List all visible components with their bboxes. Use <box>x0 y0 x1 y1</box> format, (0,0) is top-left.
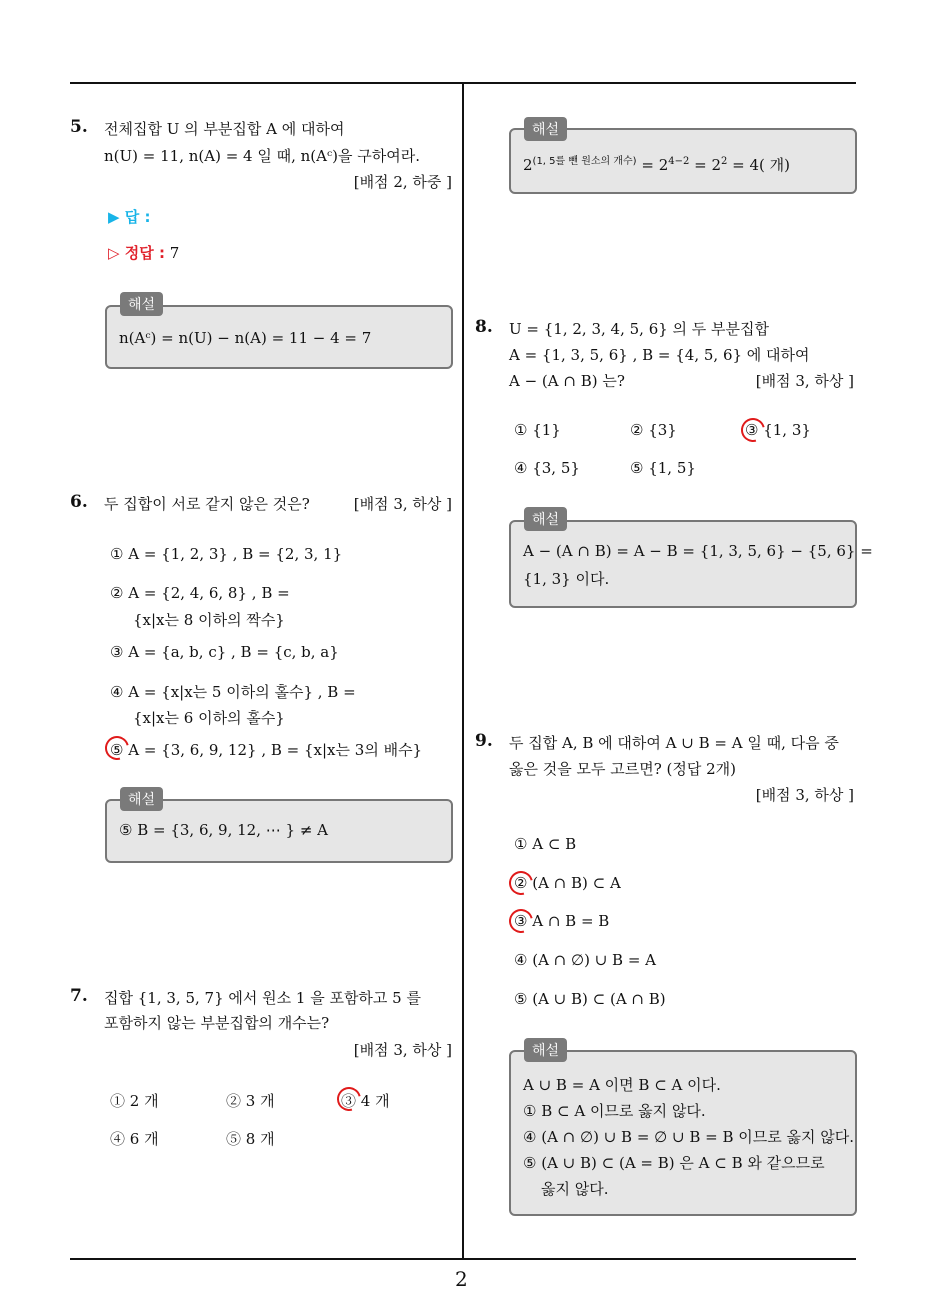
q9-explanation-line4: ⑤ (A ∪ B) ⊂ (A = B) 은 A ⊂ B 와 같으므로 <box>523 1154 825 1172</box>
q8-explanation-tag: 해설 <box>524 507 567 531</box>
q8-answer-mark <box>737 414 770 447</box>
q9-option-1[interactable]: ① A ⊂ B <box>514 835 577 853</box>
q9-explanation-box <box>509 1050 857 1216</box>
q9-option-2[interactable]: ② (A ∩ B) ⊂ A <box>514 874 621 892</box>
q5-number: 5. <box>70 117 88 137</box>
q6-option-5[interactable]: ⑤ A = {3, 6, 9, 12} , B = {x|x는 3의 배수} <box>110 741 423 759</box>
q5-points: [배점 2, 하중 ] <box>353 173 452 191</box>
column-divider <box>462 83 464 1259</box>
q5-line1: 전체집합 U 의 부분집합 A 에 대하여 <box>104 120 345 138</box>
q6-option-2-cont: {x|x는 8 이하의 짝수} <box>133 611 285 629</box>
q7-option-5[interactable]: ⑤ 8 개 <box>226 1130 275 1148</box>
q9-answer-mark-3 <box>505 905 538 938</box>
q9-option-4[interactable]: ④ (A ∩ ∅) ∪ B = A <box>514 951 656 969</box>
q8-option-3[interactable]: ③ {1, 3} <box>745 421 811 439</box>
q6-option-1[interactable]: ① A = {1, 2, 3} , B = {2, 3, 1} <box>110 545 343 563</box>
q7-option-3[interactable]: ③ 4 개 <box>341 1092 390 1110</box>
q6-points: [배점 3, 하상 ] <box>353 495 452 513</box>
q9-explanation-line1: A ∪ B = A 이면 B ⊂ A 이다. <box>523 1076 721 1094</box>
q9-points: [배점 3, 하상 ] <box>755 786 854 804</box>
q7-explanation: $2^{(1, 5를 뺀 원소의 개수)} = 2^{4-2} = 2^2 = 4$( 개) <box>523 156 791 174</box>
q6-option-2[interactable]: ② A = {2, 4, 6, 8} , B = <box>110 584 290 602</box>
q6-explanation-tag: 해설 <box>120 787 163 811</box>
q9-explanation-line5: 옳지 않다. <box>541 1180 609 1198</box>
q5-answer-label: ▶ 답 : <box>108 208 151 226</box>
q9-explanation-line2: ① B ⊂ A 이므로 옳지 않다. <box>523 1102 706 1120</box>
q8-option-4[interactable]: ④ {3, 5} <box>514 459 580 477</box>
q7-option-2[interactable]: ② 3 개 <box>226 1092 275 1110</box>
q8-explanation-line2: {1, 3} 이다. <box>523 570 610 588</box>
q6-number: 6. <box>70 492 88 512</box>
q9-number: 9. <box>475 731 493 751</box>
q7-explanation-tag: 해설 <box>524 117 567 141</box>
q7-option-4[interactable]: ④ 6 개 <box>110 1130 159 1148</box>
q6-explanation: ⑤ B = {3, 6, 9, 12, ⋯ } ≠ A <box>119 821 328 839</box>
page-number: 2 <box>455 1267 468 1291</box>
q9-line2: 옳은 것을 모두 고르면? (정답 2개) <box>509 760 737 778</box>
q8-line3: A − (A ∩ B) 는? <box>509 372 625 390</box>
q9-line1: 두 집합 A, B 에 대하여 A ∪ B = A 일 때, 다음 중 <box>509 734 839 752</box>
q6-question: 두 집합이 서로 같지 않은 것은? <box>104 495 310 513</box>
q8-explanation-line1: A − (A ∩ B) = A − B = {1, 3, 5, 6} − {5, 6} = <box>523 542 873 560</box>
q8-number: 8. <box>475 317 493 337</box>
q8-line1: U = {1, 2, 3, 4, 5, 6} 의 두 부분집합 <box>509 320 770 338</box>
q5-line2: n(U) = 11, n(A) = 4 일 때, n(Aᶜ)을 구하여라. <box>104 147 421 165</box>
q6-option-4-cont: {x|x는 6 이하의 홀수} <box>133 709 285 727</box>
q8-option-2[interactable]: ② {3} <box>630 421 677 439</box>
q7-line1: 집합 {1, 3, 5, 7} 에서 원소 1 을 포함하고 5 를 <box>104 989 421 1007</box>
q8-line2: A = {1, 3, 5, 6} , B = {4, 5, 6} 에 대하여 <box>509 346 810 364</box>
q9-explanation-line3: ④ (A ∩ ∅) ∪ B = ∅ ∪ B = B 이므로 옳지 않다. <box>523 1128 854 1146</box>
q9-explanation-tag: 해설 <box>524 1038 567 1062</box>
q5-correct <box>108 242 179 263</box>
q8-option-5[interactable]: ⑤ {1, 5} <box>630 459 696 477</box>
q5-explanation: n(Aᶜ) = n(U) − n(A) = 11 − 4 = 7 <box>119 329 372 347</box>
q5-correct-label: ▷ 정답 : <box>108 244 165 262</box>
q5-explanation-tag: 해설 <box>120 292 163 316</box>
q9-option-3[interactable]: ③ A ∩ B = B <box>514 912 610 930</box>
bottom-rule <box>70 1258 856 1260</box>
q9-answer-mark-2 <box>505 867 538 900</box>
q8-explanation-box <box>509 520 873 608</box>
q6-option-4[interactable]: ④ A = {x|x는 5 이하의 홀수} , B = <box>110 683 356 701</box>
q8-option-1[interactable]: ① {1} <box>514 421 561 439</box>
q7-option-1[interactable]: ① 2 개 <box>110 1092 159 1110</box>
q8-points: [배점 3, 하상 ] <box>755 372 854 390</box>
q7-points: [배점 3, 하상 ] <box>353 1041 452 1059</box>
q9-option-5[interactable]: ⑤ (A ∪ B) ⊂ (A ∩ B) <box>514 990 666 1008</box>
q7-line2: 포함하지 않는 부분집합의 개수는? <box>104 1014 330 1032</box>
q6-option-3[interactable]: ③ A = {a, b, c} , B = {c, b, a} <box>110 643 339 661</box>
q7-number: 7. <box>70 986 88 1006</box>
q5-correct-value: 7 <box>169 244 180 262</box>
